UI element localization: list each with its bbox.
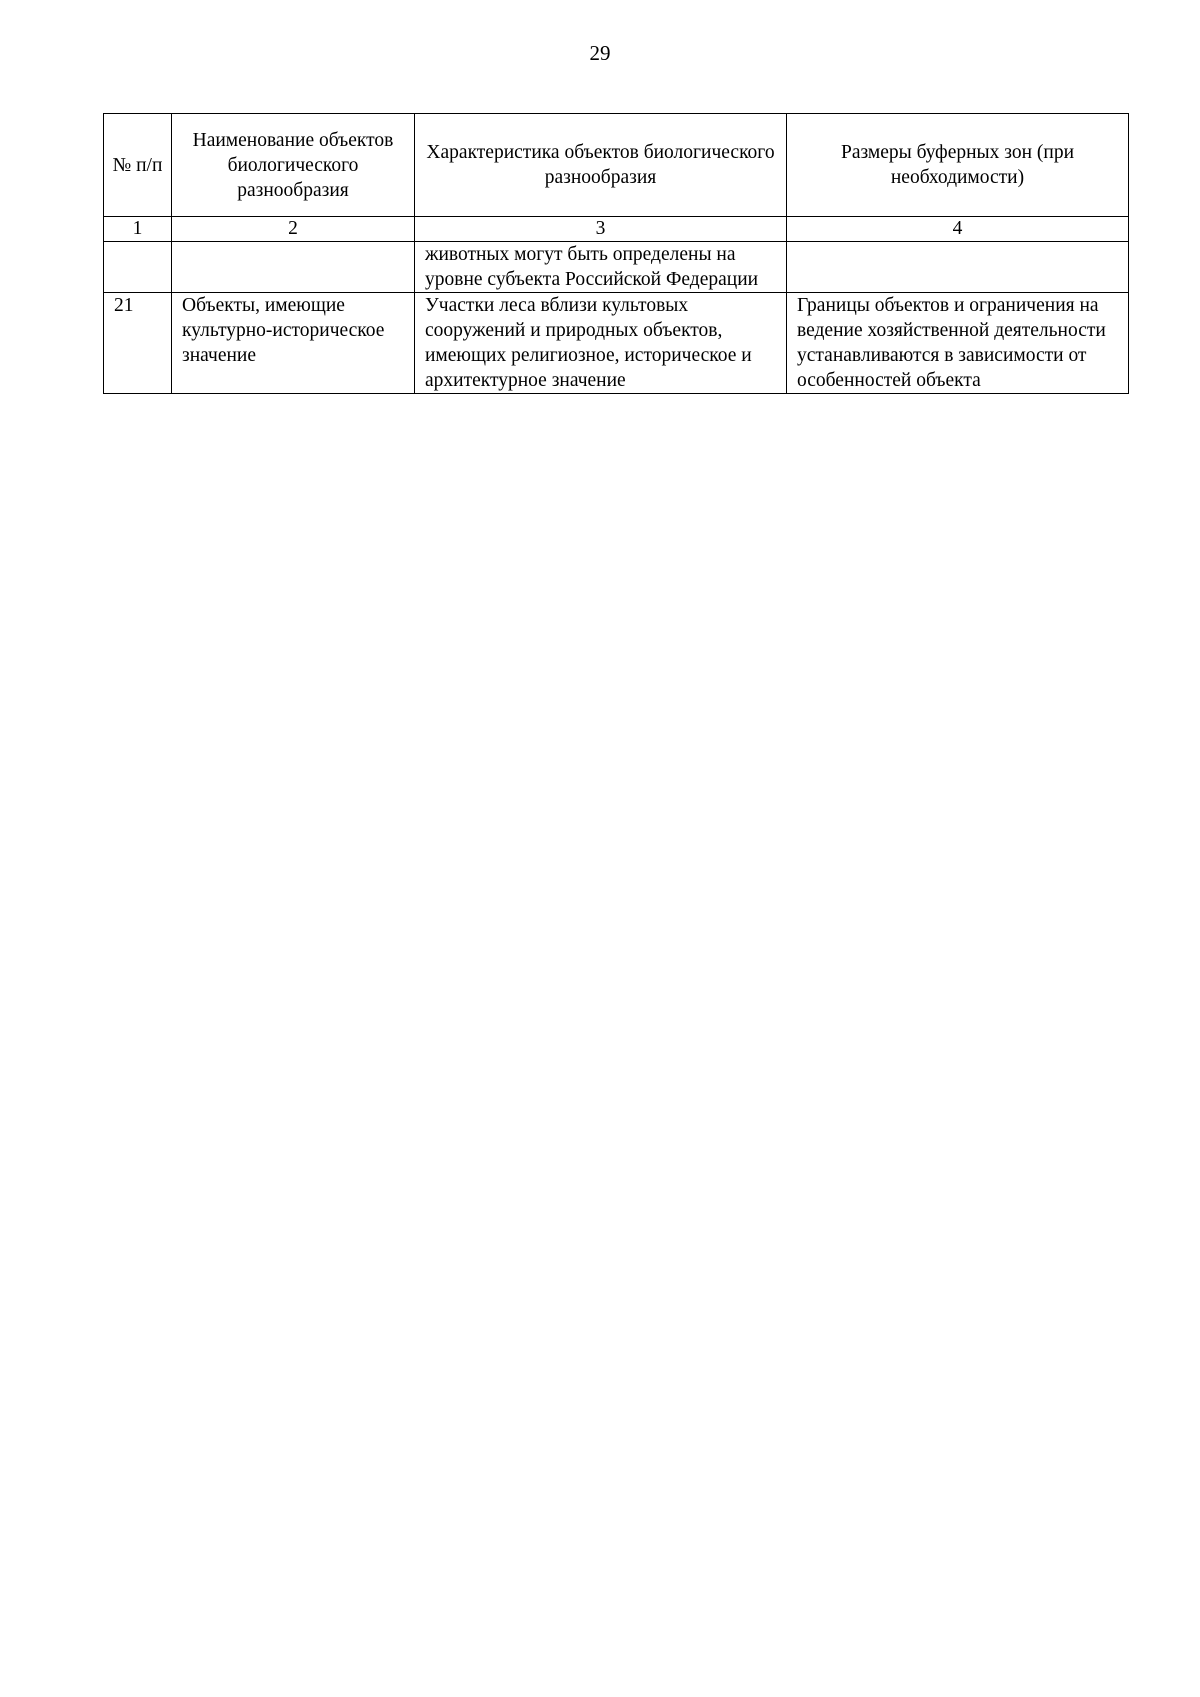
row-characteristic-cell: Участки леса вблизи культовых сооружений и природных объектов, имеющих религиозное, историческое и архитектурное значение (415, 293, 787, 394)
table-row (104, 293, 1129, 394)
row-number-cell: 21 (104, 293, 172, 394)
column-number-row (104, 217, 1129, 242)
column-number: 3 (415, 217, 787, 242)
row-buffer-cell: Границы объектов и ограничения на ведение хозяйственной деятельности устанавливаются в зависимости от особенностей объекта (787, 293, 1129, 394)
column-number: 1 (104, 217, 172, 242)
header-row (104, 114, 1129, 217)
header-buffer-zones: Размеры буферных зон (при необходимости) (787, 114, 1129, 217)
row-name-cell (172, 242, 415, 293)
row-name-cell: Объекты, имеющие культурно-историческое значение (172, 293, 415, 394)
table-body (104, 242, 1129, 394)
column-number: 2 (172, 217, 415, 242)
row-buffer-cell (787, 242, 1129, 293)
header-name: Наименование объектов биологического разнообразия (172, 114, 415, 217)
table-header (104, 114, 1129, 242)
biodiversity-table (103, 113, 1129, 394)
row-characteristic-cell: животных могут быть определены на уровне субъекта Российской Федерации (415, 242, 787, 293)
column-number: 4 (787, 217, 1129, 242)
header-characteristic: Характеристика объектов биологического разнообразия (415, 114, 787, 217)
page-number: 29 (589, 41, 611, 65)
header-number: № п/п (104, 114, 172, 217)
table-row (104, 242, 1129, 293)
row-number-cell (104, 242, 172, 293)
